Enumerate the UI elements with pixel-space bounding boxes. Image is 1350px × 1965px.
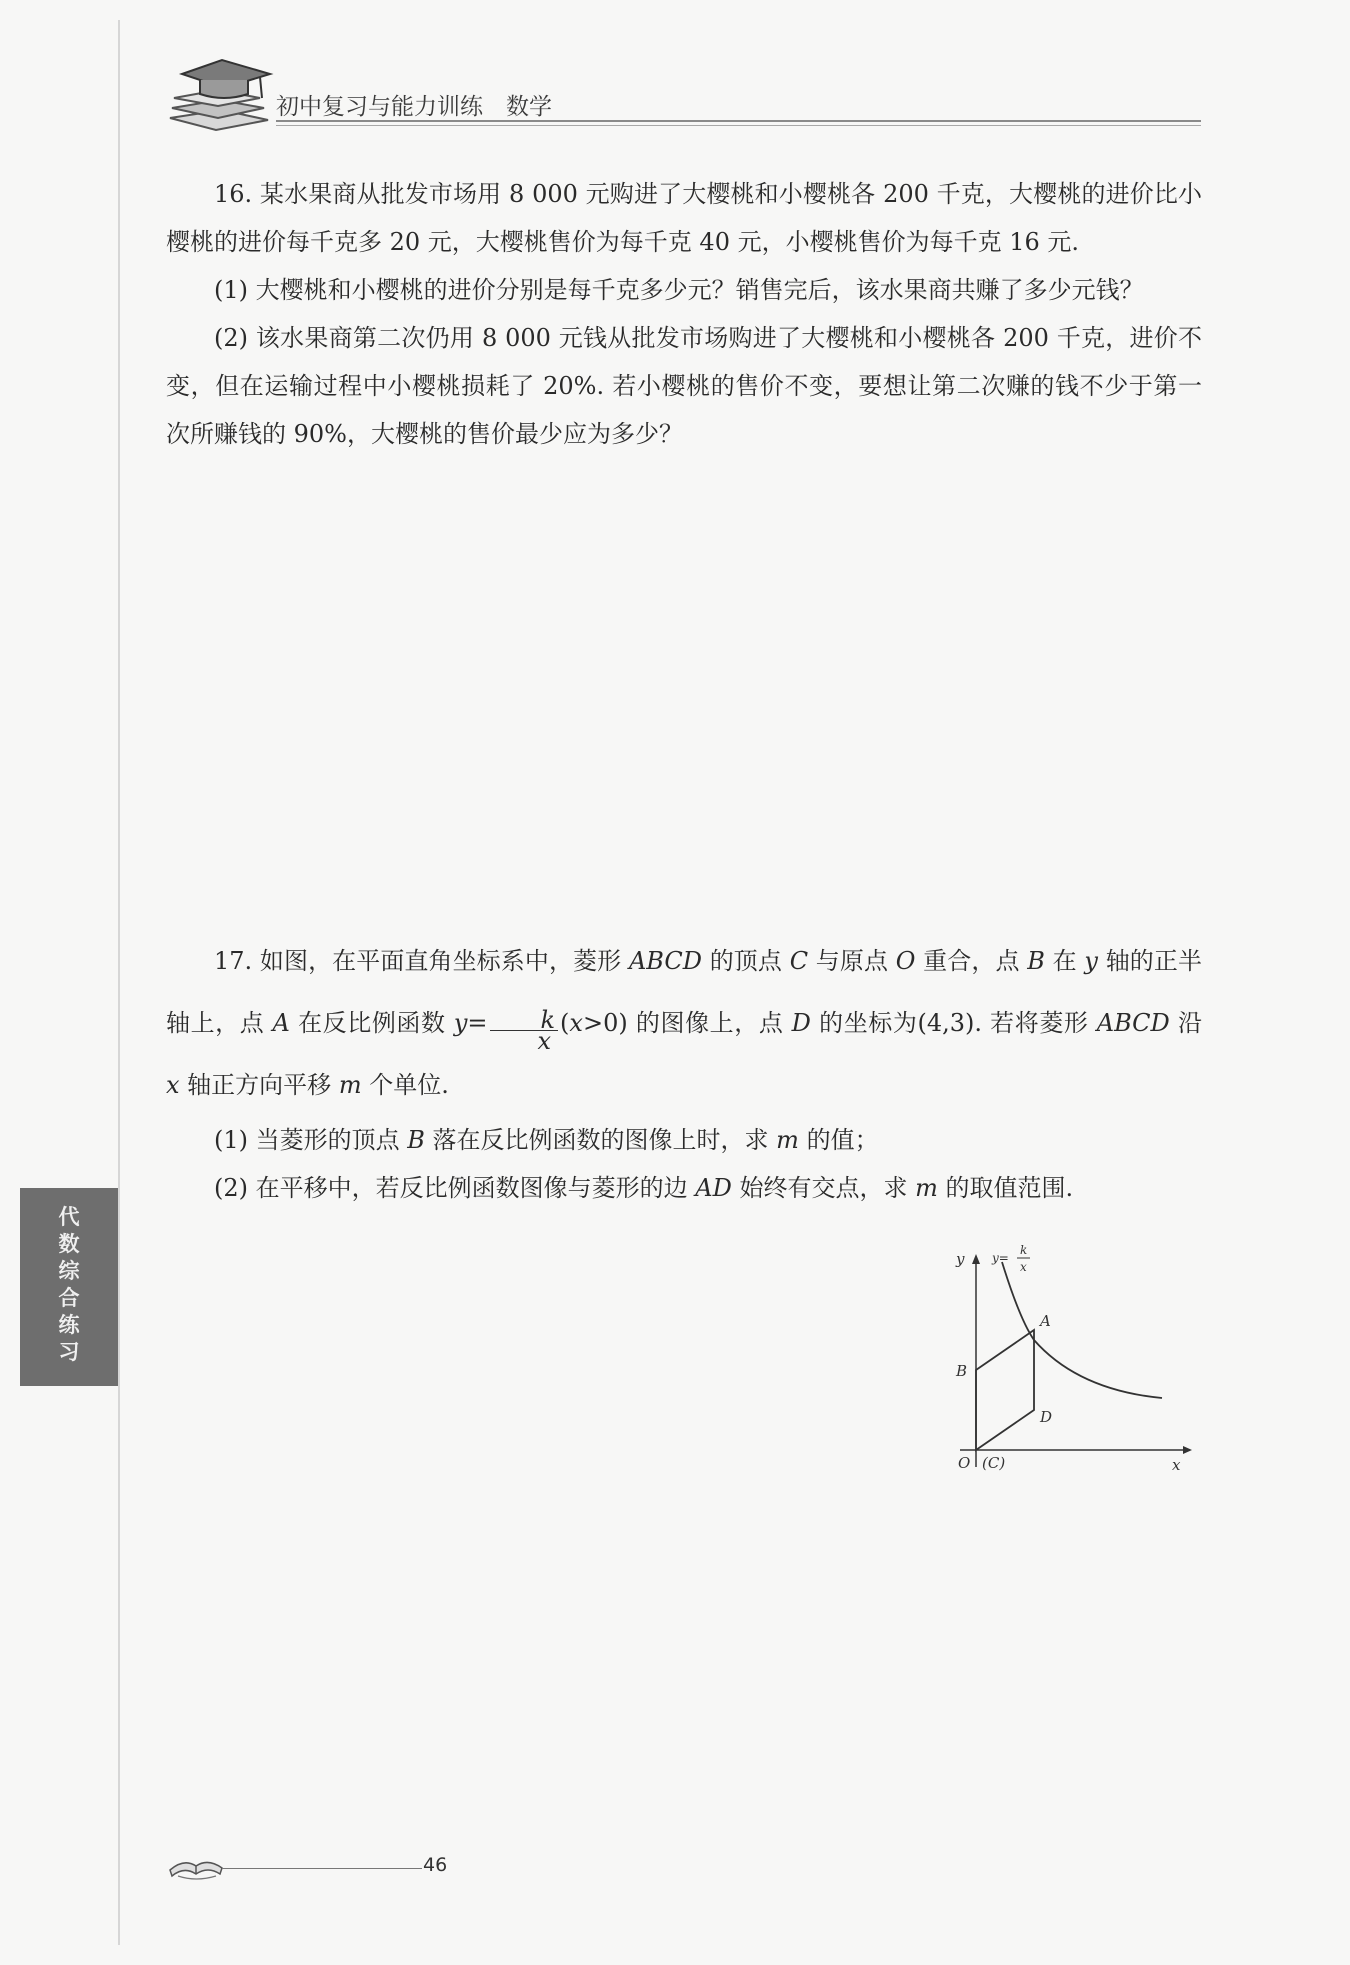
inverse-function-fraction: $\frac{k}{x}$ <box>490 1010 559 1051</box>
question-17 <box>166 930 1202 1212</box>
section-side-tab <box>20 1188 118 1386</box>
function-label-den: x <box>1020 1260 1027 1274</box>
point-b-label: B <box>956 1362 968 1380</box>
question-16 <box>166 170 1202 458</box>
header-rule-thin <box>276 125 1201 126</box>
point-a-label: A <box>1040 1312 1051 1330</box>
open-book-icon <box>166 1850 226 1884</box>
hyperbola-curve <box>1002 1262 1162 1398</box>
q17-part1: (1) 当菱形的顶点 B 落在反比例函数的图像上时，求 m 的值； <box>214 1126 879 1154</box>
y-axis-arrow <box>972 1254 980 1264</box>
q17-stem: 17. 如图，在平面直角坐标系中，菱形 ABCD 的顶点 C 与原点 O 重合，点 B 在 y 轴的正半轴上，点 A 在反比例函数 y= $\frac{k}{x}$ (x>0) 的图像上，点 D 的坐标为(4,3). 若将菱形 ABCD 沿 x 轴正方向平移 m 个单位. <box>166 947 1202 1099</box>
function-label-y: y= <box>992 1251 1009 1265</box>
point-d-label: D <box>1040 1408 1053 1426</box>
x-axis-label: x <box>1172 1456 1181 1474</box>
q16-intro: 16. 某水果商从批发市场用 8 000 元购进了大樱桃和小樱桃各 200 千克，大樱桃的进价比小樱桃的进价每千克多 20 元，大樱桃售价为每千克 40 元，小樱桃售价为每千克 16 元. <box>166 180 1202 256</box>
books-graduation-cap-icon <box>160 48 280 138</box>
function-label-num: k <box>1020 1243 1028 1257</box>
header-rule <box>276 120 1201 122</box>
q16-part1: (1) 大樱桃和小樱桃的进价分别是每千克多少元？销售完后，该水果商共赚了多少元钱？ <box>214 276 1144 304</box>
page-gutter-line <box>118 20 120 1945</box>
q17-part2: (2) 在平移中，若反比例函数图像与菱形的边 AD 始终有交点，求 m 的取值范围. <box>214 1174 1074 1202</box>
rhombus-abcd <box>976 1330 1034 1450</box>
book-title: 初中复习与能力训练 数学 <box>276 94 552 120</box>
origin-label: O <box>958 1454 971 1472</box>
y-axis-label: y <box>956 1250 965 1268</box>
page-number: 46 <box>423 1854 448 1876</box>
section-side-tab-label: 代数综合练习 <box>58 1205 80 1364</box>
rhombus-hyperbola-figure <box>940 1232 1200 1482</box>
q16-part2: (2) 该水果商第二次仍用 8 000 元钱从批发市场购进了大樱桃和小樱桃各 200 千克，进价不变，但在运输过程中小樱桃损耗了 20%. 若小樱桃的售价不变，要想让第二次赚的钱不少于第一次所赚钱的 90%，大樱桃的售价最少应为多少？ <box>166 324 1202 448</box>
point-c-label: (C) <box>982 1454 1006 1472</box>
footer-rule <box>222 1868 422 1869</box>
x-axis-arrow <box>1183 1446 1192 1454</box>
